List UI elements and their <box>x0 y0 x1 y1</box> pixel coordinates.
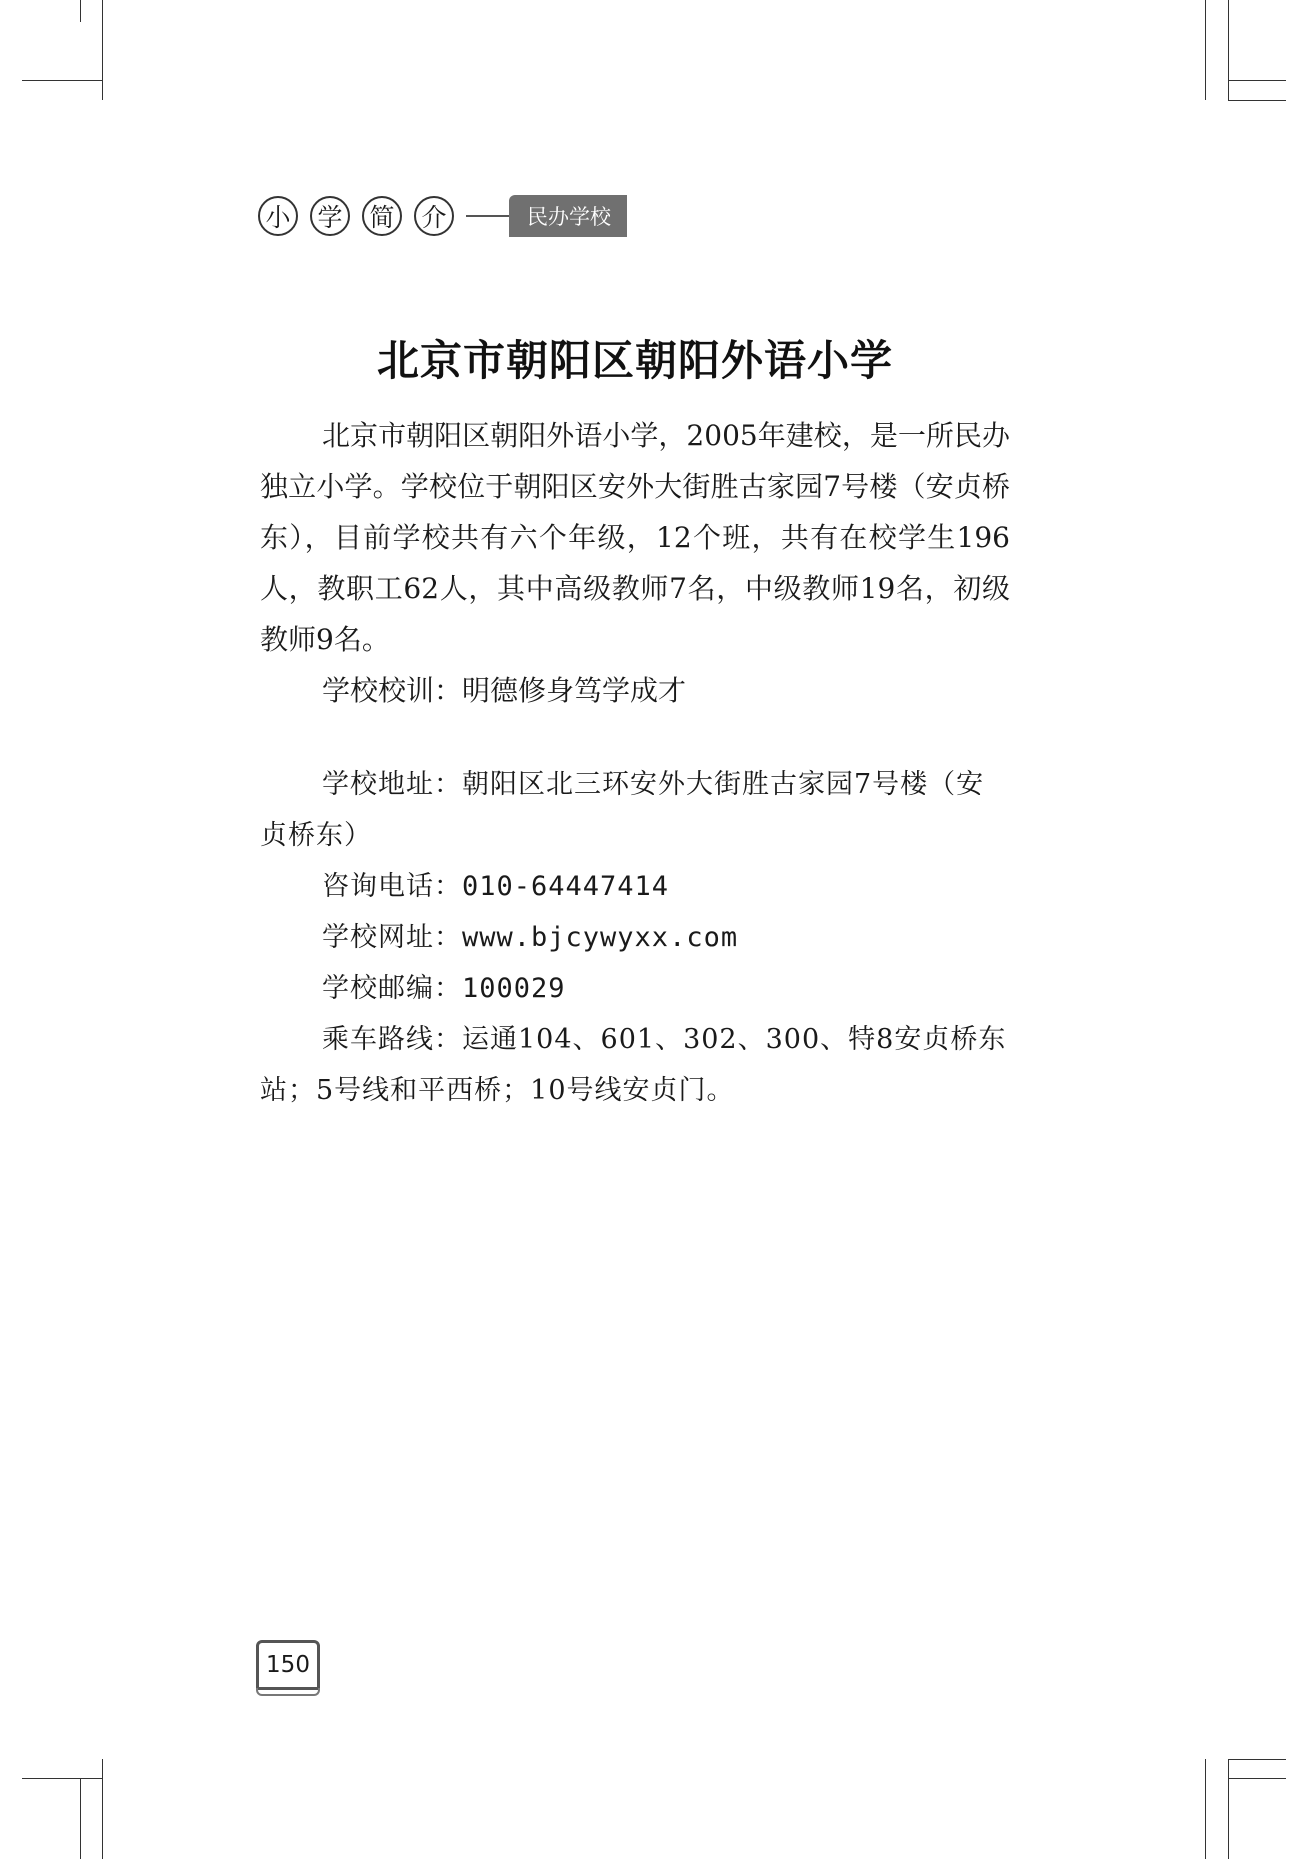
crop-mark-bottom-right-v <box>1205 1759 1206 1859</box>
phone-label: 咨询电话： <box>322 871 462 902</box>
crop-mark-top-left-h <box>22 80 102 81</box>
postcode-label: 学校邮编： <box>322 973 462 1004</box>
crop-mark-top-left-v2 <box>80 0 81 22</box>
header-char-1: 小 <box>258 196 298 236</box>
motto-paragraph: 学校校训：明德修身笃学成才 <box>322 674 687 707</box>
postcode-value: 100029 <box>462 973 566 1004</box>
website-value: www.bjcywyxx.com <box>462 922 739 953</box>
phone-value: 010-64447414 <box>462 871 670 902</box>
address-label: 学校地址： <box>322 769 462 800</box>
crop-mark-bottom-left-v2 <box>80 1778 81 1859</box>
crop-mark-top-left-v <box>102 0 103 100</box>
phone-line <box>260 861 1010 912</box>
crop-mark-bottom-right-v2 <box>1228 1759 1229 1859</box>
website-line <box>260 912 1010 963</box>
page-number-badge <box>256 1640 320 1690</box>
header-char-2: 学 <box>310 196 350 236</box>
website-label: 学校网址： <box>322 922 462 953</box>
intro-paragraph: 北京市朝阳区朝阳外语小学，2005年建校，是一所民办独立小学。学校位于朝阳区安外大街胜古家园7号楼（安贞桥东），目前学校共有六个年级，12个班，共有在校学生196人，教职工62人，其中高级教师7名，中级教师19名，初级教师9名。 <box>260 419 1010 656</box>
header-char-3: 简 <box>362 196 402 236</box>
crop-mark-top-right-v2 <box>1228 0 1229 100</box>
transit-value: 运通104、601、302、300、特8安贞桥东站；5号线和平西桥；10号线安贞门。 <box>260 1024 1007 1106</box>
crop-mark-top-right-h2 <box>1228 100 1286 101</box>
body-text <box>260 410 1010 716</box>
contact-info <box>260 759 1010 1116</box>
header-connector-line <box>466 215 509 217</box>
postcode-line <box>260 963 1010 1014</box>
page-number: 150 <box>266 1652 310 1678</box>
crop-mark-bottom-left-v <box>102 1759 103 1859</box>
crop-mark-top-right-v <box>1205 0 1206 100</box>
transit-line <box>260 1014 1010 1116</box>
address-value: 朝阳区北三环安外大街胜古家园7号楼（安贞桥东） <box>260 769 985 851</box>
crop-mark-bottom-right-h2 <box>1228 1778 1286 1779</box>
crop-mark-bottom-right-h <box>1228 1759 1286 1760</box>
address-line <box>260 759 1010 861</box>
header-category-tag: 民办学校 <box>509 195 627 237</box>
crop-mark-bottom-left-h <box>22 1778 102 1779</box>
transit-label: 乘车路线： <box>322 1024 462 1055</box>
page-title: 北京市朝阳区朝阳外语小学 <box>376 336 893 385</box>
section-header <box>258 192 627 240</box>
header-char-4: 介 <box>414 196 454 236</box>
crop-mark-top-right-h <box>1228 80 1286 81</box>
